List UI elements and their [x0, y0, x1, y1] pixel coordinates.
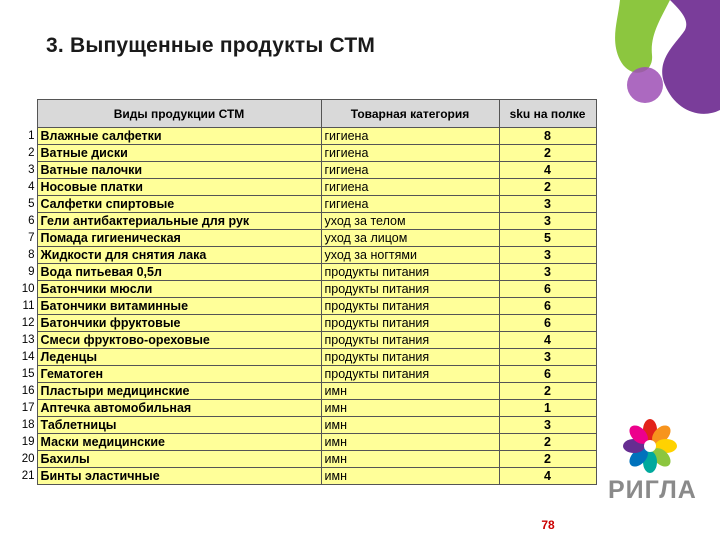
table-header-row	[16, 100, 596, 128]
sku-count: 2	[499, 179, 596, 196]
product-category: продукты питания	[321, 366, 499, 383]
sku-count: 3	[499, 213, 596, 230]
product-category: продукты питания	[321, 264, 499, 281]
product-name: Влажные салфетки	[37, 128, 321, 145]
table-row	[16, 451, 596, 468]
product-name: Помада гигиеническая	[37, 230, 321, 247]
product-name: Леденцы	[37, 349, 321, 366]
sku-count: 3	[499, 349, 596, 366]
row-number: 1	[16, 128, 37, 145]
product-name: Смеси фруктово-ореховые	[37, 332, 321, 349]
product-category: гигиена	[321, 162, 499, 179]
product-category: гигиена	[321, 128, 499, 145]
table-row	[16, 298, 596, 315]
row-number: 3	[16, 162, 37, 179]
row-number: 9	[16, 264, 37, 281]
row-number: 4	[16, 179, 37, 196]
row-number: 6	[16, 213, 37, 230]
product-name: Батончики мюсли	[37, 281, 321, 298]
sku-count: 2	[499, 145, 596, 162]
product-name: Пластыри медицинские	[37, 383, 321, 400]
products-table-container	[16, 99, 597, 485]
logo-text: РИГЛА	[608, 476, 697, 504]
row-number: 21	[16, 468, 37, 485]
sku-count: 3	[499, 264, 596, 281]
product-name: Бахилы	[37, 451, 321, 468]
product-category: продукты питания	[321, 315, 499, 332]
product-name: Маски медицинские	[37, 434, 321, 451]
row-number: 15	[16, 366, 37, 383]
table-body	[16, 128, 596, 485]
sku-count: 5	[499, 230, 596, 247]
table-row	[16, 281, 596, 298]
sku-count: 6	[499, 281, 596, 298]
product-category: имн	[321, 400, 499, 417]
table-row	[16, 128, 596, 145]
product-name: Жидкости для снятия лака	[37, 247, 321, 264]
product-category: имн	[321, 451, 499, 468]
row-number: 7	[16, 230, 37, 247]
header-category: Товарная категория	[321, 100, 499, 128]
sku-count: 4	[499, 468, 596, 485]
row-number: 11	[16, 298, 37, 315]
table-row	[16, 213, 596, 230]
product-name: Бинты эластичные	[37, 468, 321, 485]
product-category: продукты питания	[321, 332, 499, 349]
row-number: 16	[16, 383, 37, 400]
table-row	[16, 162, 596, 179]
row-number: 19	[16, 434, 37, 451]
product-name: Батончики фруктовые	[37, 315, 321, 332]
product-category: гигиена	[321, 179, 499, 196]
sku-count: 1	[499, 400, 596, 417]
sku-count: 4	[499, 162, 596, 179]
logo-flower-icon	[622, 418, 678, 474]
sku-count: 3	[499, 247, 596, 264]
table-row	[16, 332, 596, 349]
table-row	[16, 230, 596, 247]
header-product-type: Виды продукции СТМ	[37, 100, 321, 128]
product-name: Аптечка автомобильная	[37, 400, 321, 417]
row-number: 13	[16, 332, 37, 349]
table-row	[16, 400, 596, 417]
row-number: 2	[16, 145, 37, 162]
row-number: 18	[16, 417, 37, 434]
row-number: 10	[16, 281, 37, 298]
table-row	[16, 196, 596, 213]
product-category: имн	[321, 434, 499, 451]
product-category: имн	[321, 468, 499, 485]
sku-count: 6	[499, 298, 596, 315]
table-row	[16, 315, 596, 332]
product-name: Носовые платки	[37, 179, 321, 196]
row-number: 8	[16, 247, 37, 264]
table-row	[16, 417, 596, 434]
table-row	[16, 349, 596, 366]
slide-title: 3. Выпущенные продукты СТМ	[46, 34, 376, 57]
row-number: 5	[16, 196, 37, 213]
table-row	[16, 247, 596, 264]
sku-count: 2	[499, 451, 596, 468]
table-row	[16, 383, 596, 400]
product-name: Гели антибактериальные для рук	[37, 213, 321, 230]
product-category: продукты питания	[321, 281, 499, 298]
table-row	[16, 366, 596, 383]
sku-count: 3	[499, 196, 596, 213]
sku-count: 6	[499, 315, 596, 332]
table-row	[16, 434, 596, 451]
products-table	[16, 99, 597, 485]
product-category: гигиена	[321, 145, 499, 162]
product-category: гигиена	[321, 196, 499, 213]
product-category: уход за телом	[321, 213, 499, 230]
sku-count: 6	[499, 366, 596, 383]
sku-count: 2	[499, 383, 596, 400]
table-row	[16, 179, 596, 196]
sku-count: 8	[499, 128, 596, 145]
header-sku: sku на полке	[499, 100, 596, 128]
row-number-header	[16, 100, 37, 128]
product-category: уход за ногтями	[321, 247, 499, 264]
product-name: Салфетки спиртовые	[37, 196, 321, 213]
product-name: Батончики витаминные	[37, 298, 321, 315]
row-number: 12	[16, 315, 37, 332]
product-name: Гематоген	[37, 366, 321, 383]
sku-count: 4	[499, 332, 596, 349]
sku-count: 3	[499, 417, 596, 434]
row-number: 14	[16, 349, 37, 366]
page-number: 78	[541, 518, 555, 532]
product-name: Вода питьевая 0,5л	[37, 264, 321, 281]
sku-count: 2	[499, 434, 596, 451]
row-number: 20	[16, 451, 37, 468]
product-name: Ватные диски	[37, 145, 321, 162]
row-number: 17	[16, 400, 37, 417]
decorative-blob-graphic	[590, 0, 720, 130]
table-row	[16, 264, 596, 281]
product-category: продукты питания	[321, 349, 499, 366]
table-row	[16, 468, 596, 485]
product-name: Таблетницы	[37, 417, 321, 434]
table-row	[16, 145, 596, 162]
product-category: имн	[321, 417, 499, 434]
product-category: имн	[321, 383, 499, 400]
product-category: продукты питания	[321, 298, 499, 315]
product-name: Ватные палочки	[37, 162, 321, 179]
product-category: уход за лицом	[321, 230, 499, 247]
